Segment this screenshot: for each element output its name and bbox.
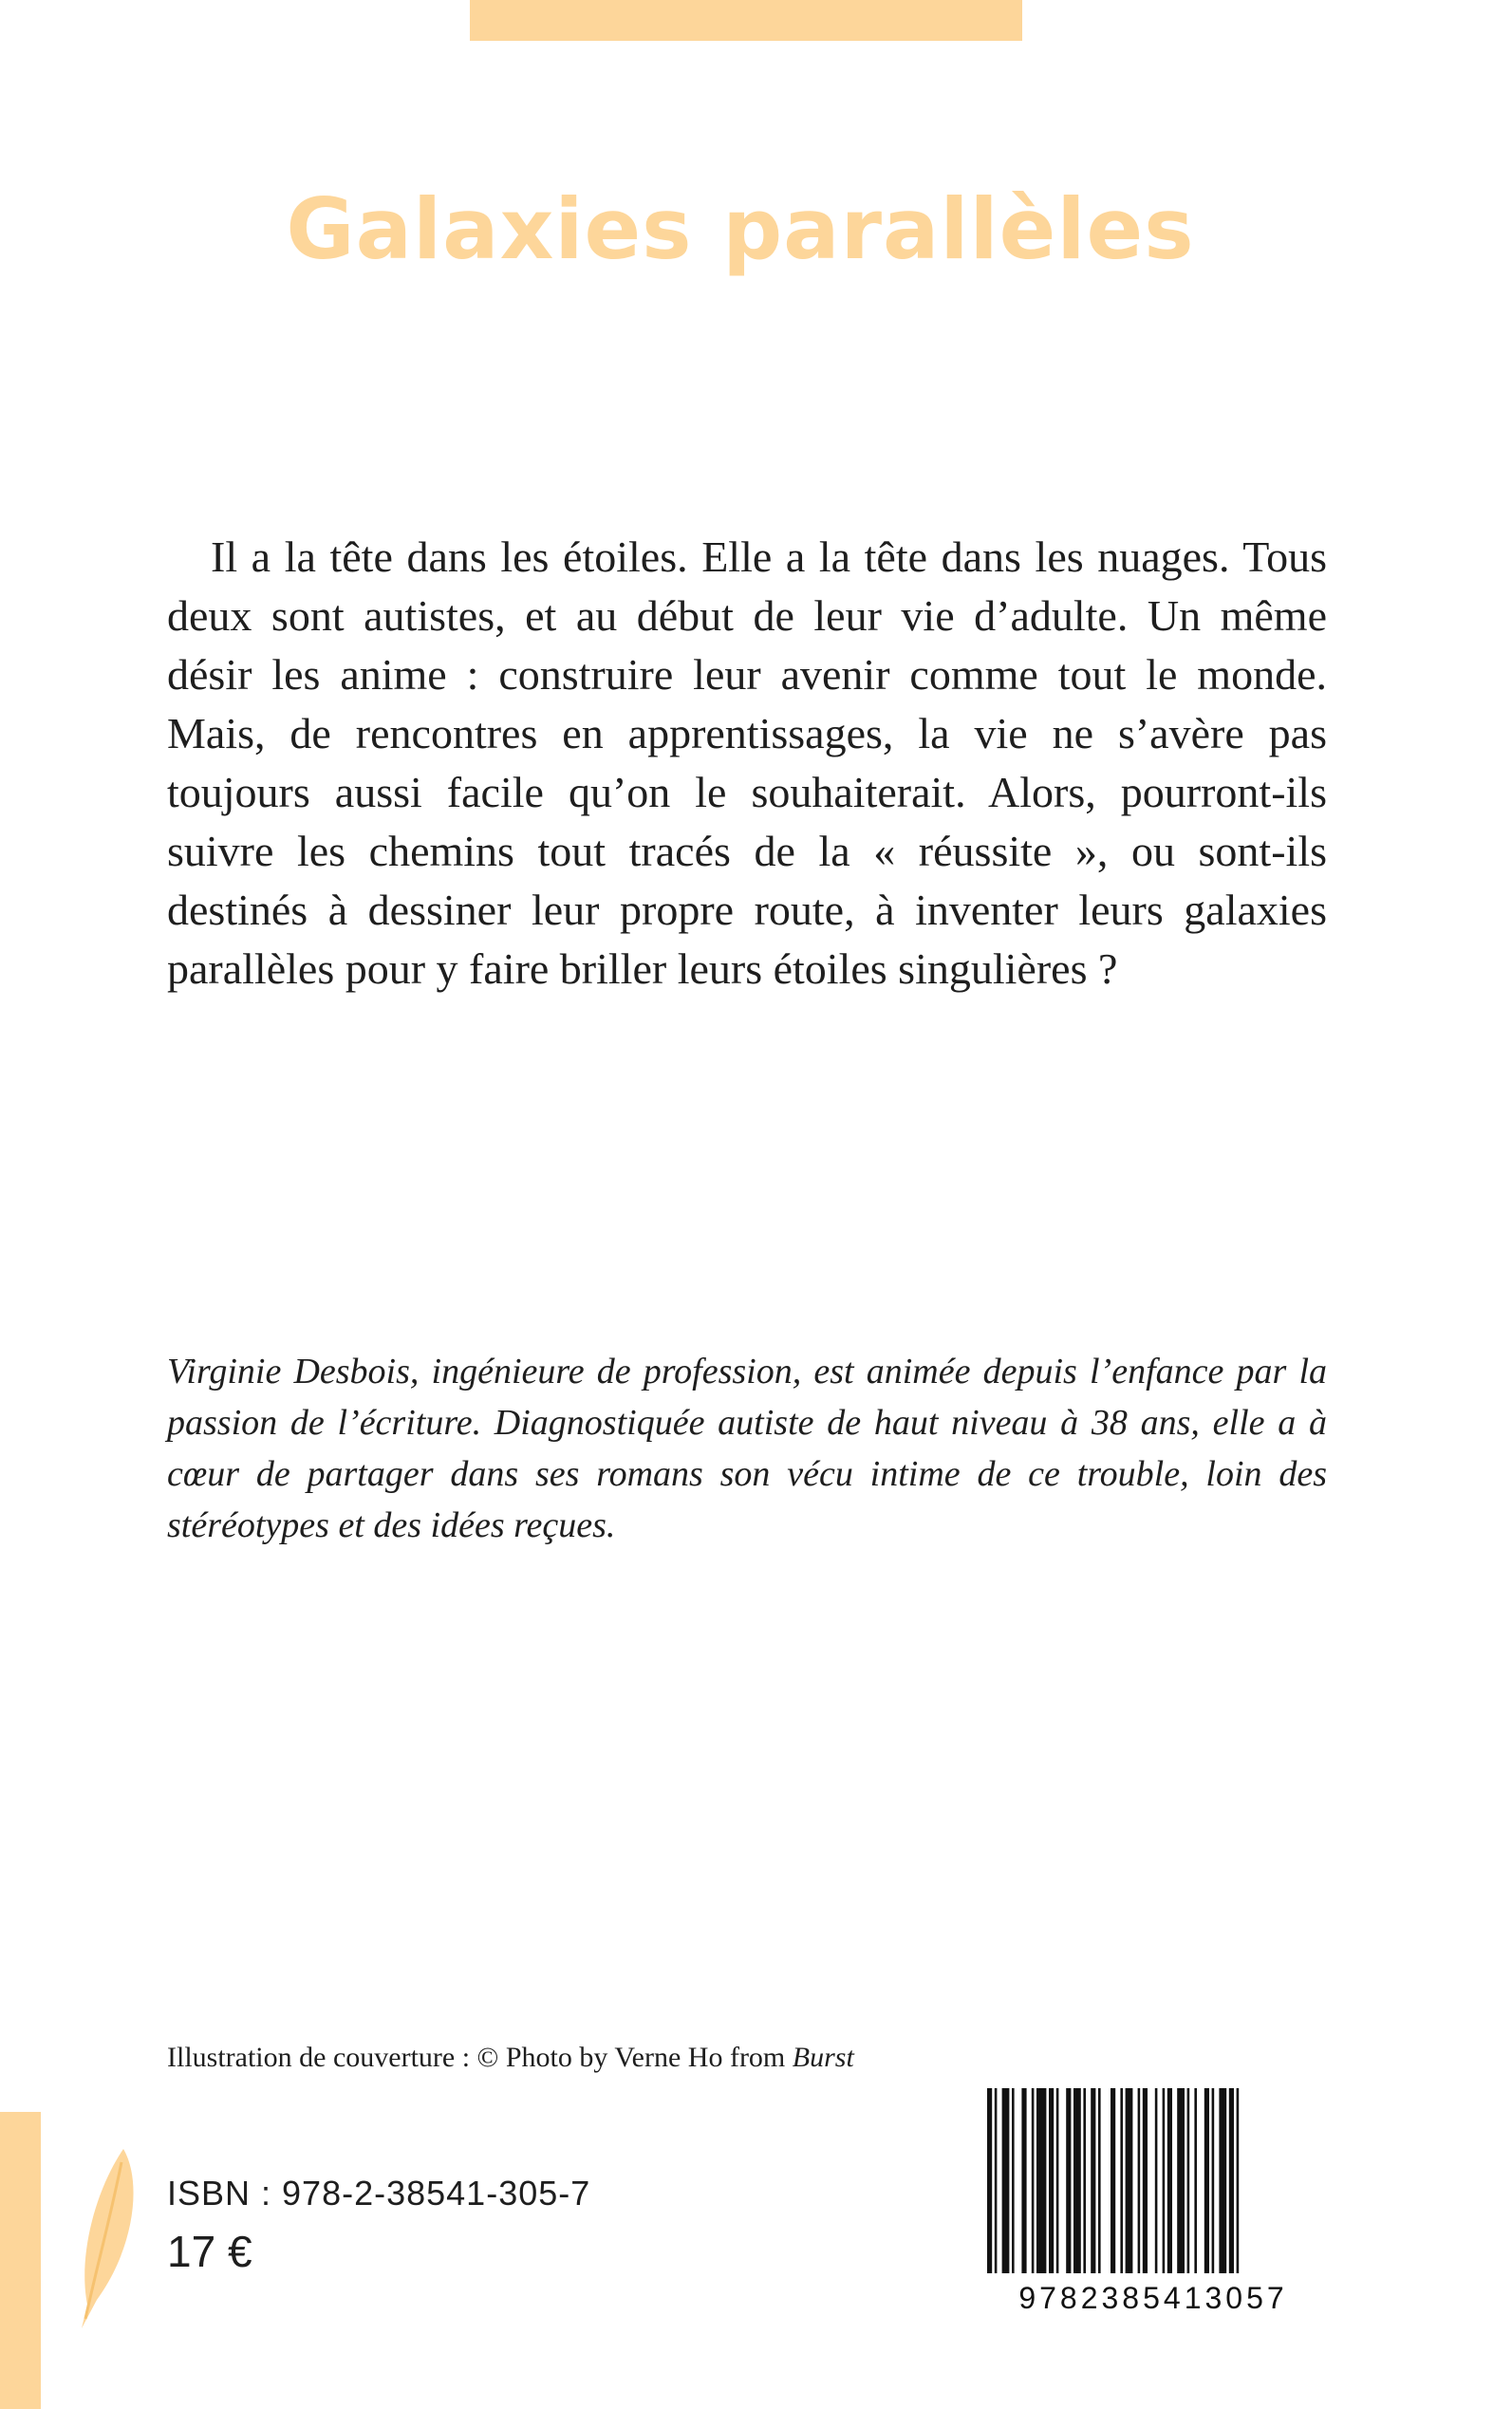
barcode-bar bbox=[1219, 2088, 1226, 2273]
barcode-bar bbox=[1237, 2088, 1240, 2273]
barcode-bar bbox=[1163, 2088, 1166, 2273]
barcode-bar bbox=[1138, 2088, 1141, 2273]
barcode-bar bbox=[1167, 2088, 1172, 2273]
barcode-bar bbox=[1177, 2088, 1185, 2273]
barcode-bar bbox=[1187, 2088, 1190, 2273]
barcode-bar bbox=[1143, 2088, 1148, 2273]
barcode-bar bbox=[1066, 2088, 1071, 2273]
isbn: ISBN : 978-2-38541-305-7 bbox=[167, 2174, 591, 2213]
barcode-bar bbox=[1036, 2088, 1046, 2273]
top-accent-band bbox=[470, 0, 1022, 41]
barcode-bar bbox=[1120, 2088, 1123, 2273]
price: 17 € bbox=[167, 2227, 252, 2276]
barcode-bar bbox=[1073, 2088, 1081, 2273]
credit-source: Burst bbox=[792, 2042, 854, 2073]
barcode-bar bbox=[995, 2088, 998, 2273]
cover-illustration-credit bbox=[167, 2039, 1021, 2077]
barcode-bar bbox=[1098, 2088, 1101, 2273]
barcode-bar bbox=[1126, 2088, 1133, 2273]
barcode-bar bbox=[1012, 2088, 1015, 2273]
barcode-bar bbox=[1212, 2088, 1215, 2273]
barcode-digits: 9782385413057 bbox=[1018, 2281, 1288, 2315]
barcode-bar bbox=[1049, 2088, 1054, 2273]
barcode-bar bbox=[1111, 2088, 1115, 2273]
barcode-bar bbox=[1056, 2088, 1059, 2273]
feather-logo-icon bbox=[68, 2143, 144, 2333]
back-cover-blurb: Il a la tête dans les étoiles. Elle a la tête dans les nuages. Tous deux sont autistes, et au début de leur vie d’adulte. Un même désir les anime : construire leur avenir comme tout le monde. Mais, de rencontres en apprentissages, la vie ne s’avère pas toujours aussi facile qu’on le souhaiterait. Alors, pourront-ils suivre les chemins tout tracés de la « réussite », ou sont-ils destinés à dessiner leur propre route, à inventer leurs galaxies parallèles pour y faire briller leurs étoiles singulières ? bbox=[167, 532, 1327, 993]
left-accent-band bbox=[0, 2112, 41, 2409]
barcode-bar bbox=[1229, 2088, 1234, 2273]
isbn-barcode bbox=[978, 2088, 1329, 2316]
barcode-bar bbox=[987, 2088, 992, 2273]
barcode-bar bbox=[1204, 2088, 1209, 2273]
barcode-bar bbox=[1083, 2088, 1086, 2273]
book-title: Galaxies parallèles bbox=[286, 180, 1195, 278]
barcode-bar bbox=[1002, 2088, 1010, 2273]
barcode-bar bbox=[1091, 2088, 1095, 2273]
barcode-bar bbox=[1021, 2088, 1026, 2273]
barcode-bar bbox=[1194, 2088, 1197, 2273]
author-bio: Virginie Desbois, ingénieure de profession, est animée depuis l’enfance par la passion de l’écriture. Diagnostiquée autiste de haut niveau à 38 ans, elle a à cœur de partager dans ses romans son vécu intime de ce trouble, loin des stéréotypes et des idées reçues. bbox=[167, 1352, 1327, 1545]
barcode-bar bbox=[1155, 2088, 1158, 2273]
barcode-bar bbox=[1032, 2088, 1035, 2273]
credit-text: Illustration de couverture : © Photo by Verne Ho from bbox=[167, 2042, 793, 2073]
